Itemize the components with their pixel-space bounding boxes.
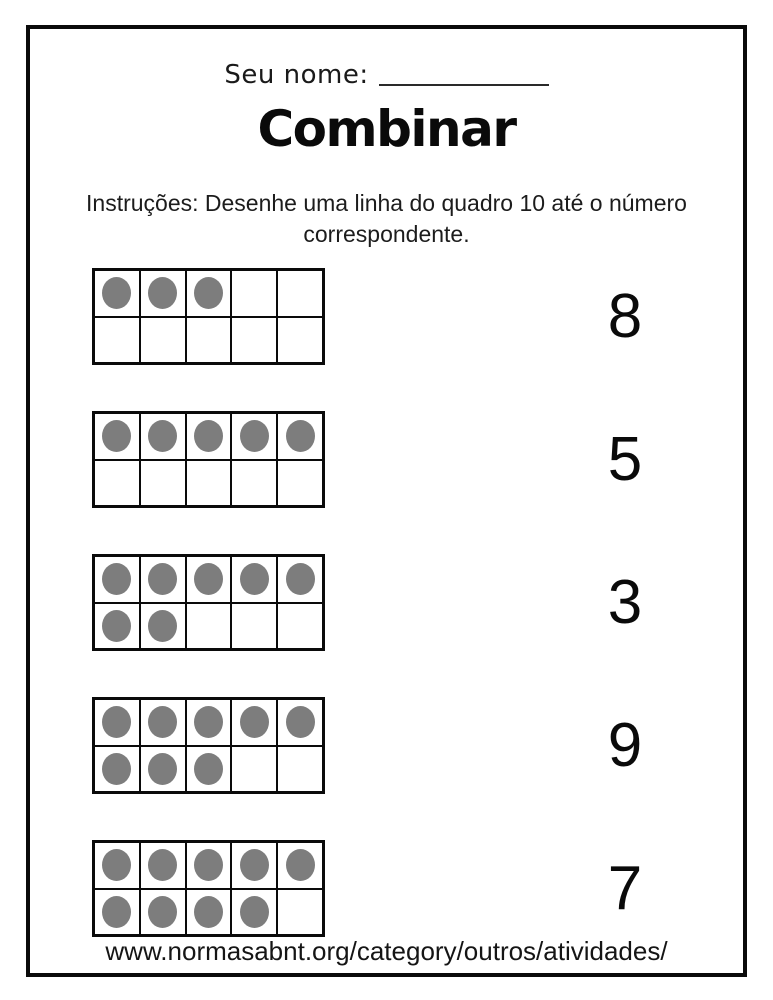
frame-cell bbox=[94, 746, 140, 793]
frame-cell bbox=[140, 603, 186, 650]
counter-dot bbox=[148, 753, 177, 785]
frame-cell bbox=[94, 603, 140, 650]
frame-cell bbox=[186, 556, 232, 603]
counter-dot bbox=[194, 420, 223, 452]
counter-dot bbox=[102, 420, 131, 452]
counter-dot bbox=[240, 896, 269, 928]
frame-cell bbox=[277, 460, 323, 507]
ten-frame[interactable] bbox=[92, 554, 325, 651]
frame-cell bbox=[231, 270, 277, 317]
frame-cell bbox=[186, 413, 232, 460]
frame-cell bbox=[140, 317, 186, 364]
instructions-line-1: Instruções: Desenhe uma linha do quadro 10 até o número bbox=[86, 190, 687, 216]
frame-cell bbox=[140, 842, 186, 889]
counter-dot bbox=[194, 849, 223, 881]
counter-dot bbox=[240, 420, 269, 452]
frame-cell bbox=[140, 889, 186, 936]
frame-cell bbox=[277, 556, 323, 603]
frame-cell bbox=[94, 413, 140, 460]
counter-dot bbox=[148, 420, 177, 452]
frame-cell bbox=[140, 460, 186, 507]
match-number[interactable]: 9 bbox=[607, 711, 643, 780]
frame-cell bbox=[94, 556, 140, 603]
frame-cell bbox=[231, 746, 277, 793]
footer-url: www.normasabnt.org/category/outros/atividades/ bbox=[105, 936, 668, 966]
counter-dot bbox=[240, 706, 269, 738]
frame-cell bbox=[231, 603, 277, 650]
frame-cell bbox=[186, 842, 232, 889]
counter-dot bbox=[102, 896, 131, 928]
ten-frame[interactable] bbox=[92, 697, 325, 794]
counter-dot bbox=[148, 849, 177, 881]
match-number[interactable]: 7 bbox=[607, 854, 643, 923]
counter-dot bbox=[240, 849, 269, 881]
frame-cell bbox=[277, 889, 323, 936]
frame-cell bbox=[186, 317, 232, 364]
frame-cell bbox=[231, 699, 277, 746]
frame-cell bbox=[186, 699, 232, 746]
frame-cell bbox=[231, 317, 277, 364]
frame-cell bbox=[94, 270, 140, 317]
counter-dot bbox=[194, 277, 223, 309]
frame-cell bbox=[94, 317, 140, 364]
page-title: Combinar bbox=[257, 100, 516, 158]
frame-cell bbox=[140, 270, 186, 317]
counter-dot bbox=[102, 849, 131, 881]
frame-cell bbox=[140, 746, 186, 793]
counter-dot bbox=[148, 610, 177, 642]
ten-frame[interactable] bbox=[92, 268, 325, 365]
frame-cell bbox=[277, 270, 323, 317]
counter-dot bbox=[102, 610, 131, 642]
counter-dot bbox=[194, 753, 223, 785]
match-row bbox=[92, 840, 690, 937]
counter-dot bbox=[194, 706, 223, 738]
counter-dot bbox=[286, 706, 315, 738]
frame-cell bbox=[277, 413, 323, 460]
counter-dot bbox=[102, 706, 131, 738]
name-label: Seu nome: bbox=[224, 60, 369, 90]
frame-cell bbox=[186, 460, 232, 507]
name-row bbox=[0, 60, 773, 90]
frame-cell bbox=[277, 699, 323, 746]
counter-dot bbox=[286, 849, 315, 881]
counter-dot bbox=[102, 563, 131, 595]
frame-cell bbox=[140, 413, 186, 460]
frame-cell bbox=[277, 746, 323, 793]
rows-container bbox=[92, 268, 690, 983]
frame-cell bbox=[231, 889, 277, 936]
counter-dot bbox=[102, 753, 131, 785]
ten-frame[interactable] bbox=[92, 840, 325, 937]
match-row bbox=[92, 411, 690, 508]
match-number[interactable]: 5 bbox=[607, 425, 643, 494]
frame-cell bbox=[231, 460, 277, 507]
frame-cell bbox=[231, 413, 277, 460]
match-row bbox=[92, 697, 690, 794]
instructions bbox=[0, 188, 773, 250]
match-number[interactable]: 8 bbox=[607, 282, 643, 351]
frame-cell bbox=[140, 556, 186, 603]
counter-dot bbox=[286, 563, 315, 595]
frame-cell bbox=[231, 842, 277, 889]
match-number[interactable]: 3 bbox=[607, 568, 643, 637]
frame-cell bbox=[94, 699, 140, 746]
frame-cell bbox=[277, 603, 323, 650]
match-row bbox=[92, 554, 690, 651]
counter-dot bbox=[102, 277, 131, 309]
counter-dot bbox=[148, 563, 177, 595]
frame-cell bbox=[186, 889, 232, 936]
frame-cell bbox=[94, 842, 140, 889]
frame-cell bbox=[231, 556, 277, 603]
counter-dot bbox=[148, 896, 177, 928]
frame-cell bbox=[94, 460, 140, 507]
frame-cell bbox=[277, 842, 323, 889]
name-blank-line[interactable] bbox=[379, 83, 549, 86]
frame-cell bbox=[140, 699, 186, 746]
instructions-line-2: correspondente. bbox=[303, 221, 470, 247]
counter-dot bbox=[148, 706, 177, 738]
frame-cell bbox=[277, 317, 323, 364]
frame-cell bbox=[94, 889, 140, 936]
frame-cell bbox=[186, 746, 232, 793]
counter-dot bbox=[240, 563, 269, 595]
counter-dot bbox=[194, 896, 223, 928]
counter-dot bbox=[286, 420, 315, 452]
frame-cell bbox=[186, 270, 232, 317]
counter-dot bbox=[194, 563, 223, 595]
ten-frame[interactable] bbox=[92, 411, 325, 508]
frame-cell bbox=[186, 603, 232, 650]
counter-dot bbox=[148, 277, 177, 309]
match-row bbox=[92, 268, 690, 365]
